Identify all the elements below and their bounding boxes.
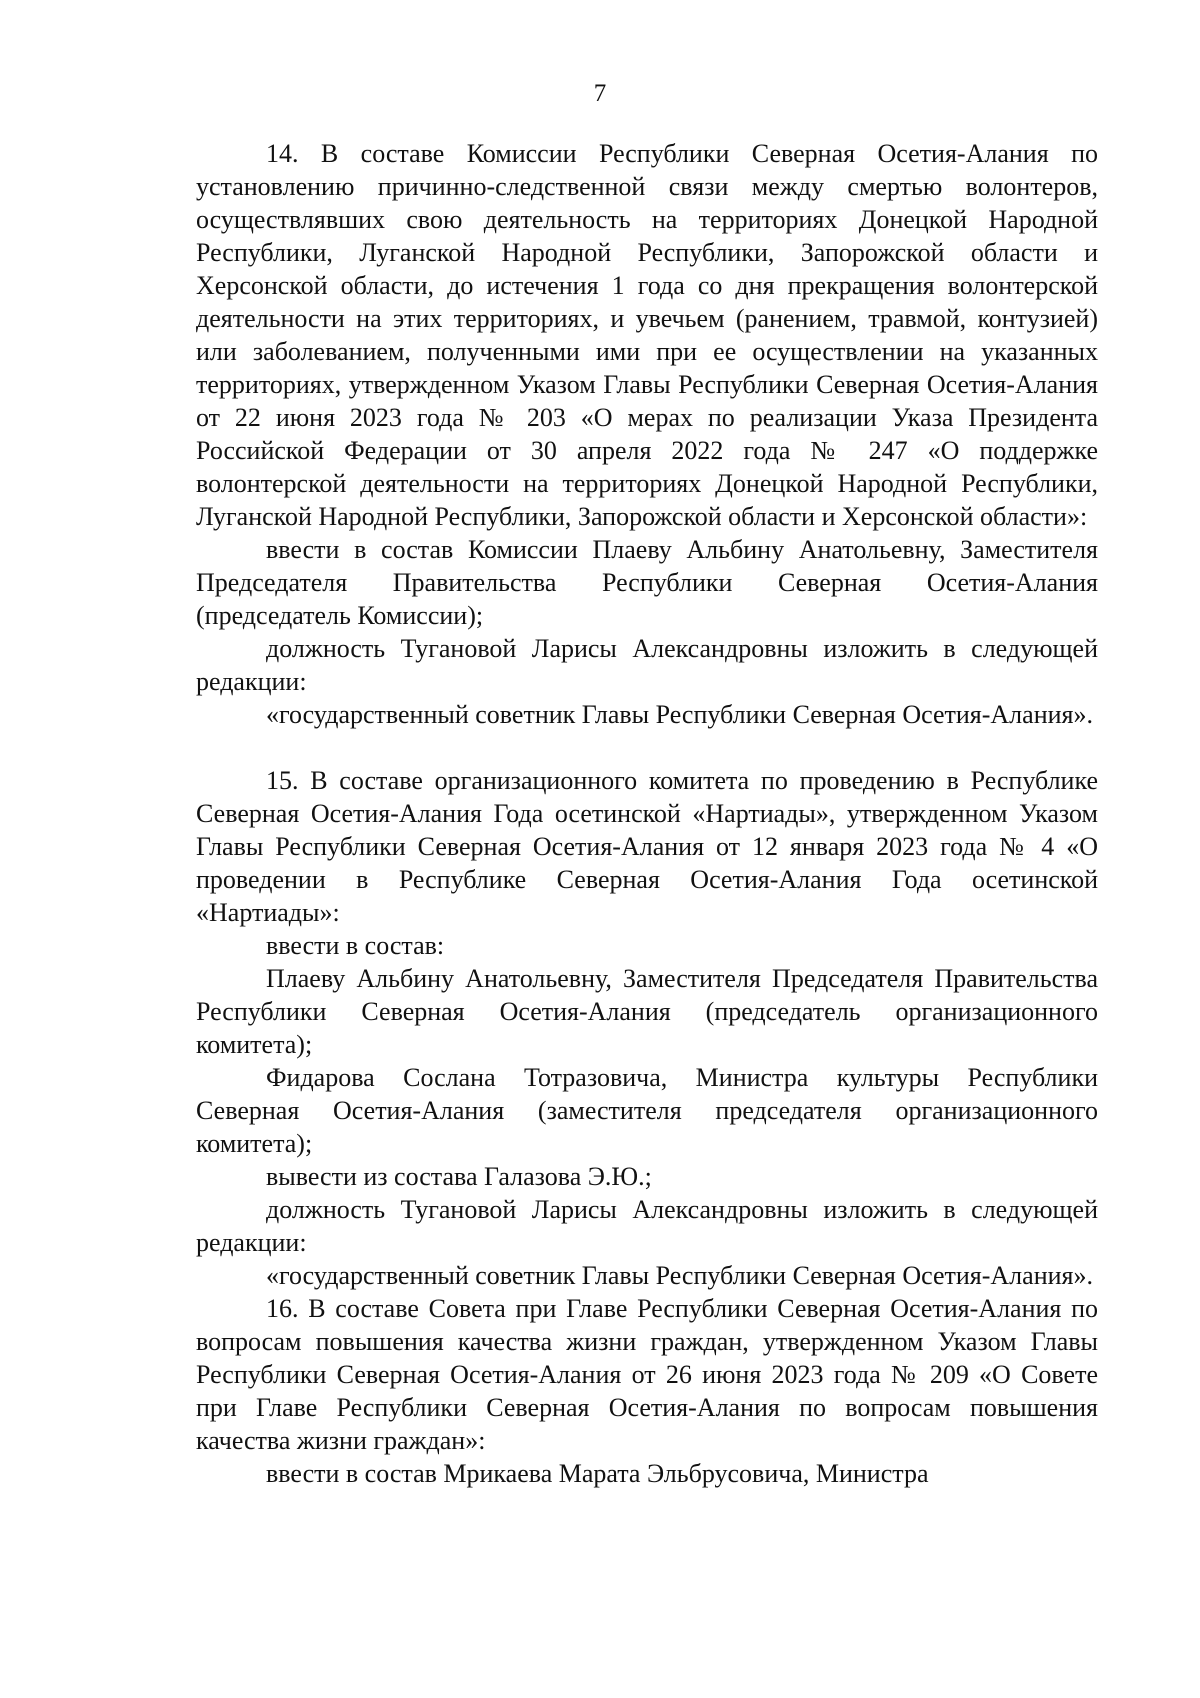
document-body [196, 137, 1098, 1490]
item-15-member-plaeva: Плаеву Альбину Анатольевну, Заместителя Председателя Правительства Республики Северная Осетия-Алания (председатель организационного комитета); [196, 964, 1098, 1059]
item-15-member-fidarov: Фидарова Сослана Тотразовича, Министра культуры Республики Северная Осетия-Алания (заместителя председателя организационного комитета); [196, 1063, 1098, 1158]
item-15-paragraph: 15. В составе организационного комитета по проведению в Республике Северная Осетия-Алания Года осетинской «Нартиады», утвержденном Указом Главы Республики Северная Осетия-Алания от 12 января 2023 года № 4 «О проведении в Республике Северная Осетия-Алания Года осетинской «Нартиады»: [196, 766, 1098, 927]
item-16-paragraph: 16. В составе Совета при Главе Республики Северная Осетия-Алания по вопросам повышения качества жизни граждан, утвержденном Указом Главы Республики Северная Осетия-Алания от 26 июня 2023 года № 209 «О Совете при Главе Республики Северная Осетия-Алания по вопросам повышения качества жизни граждан»: [196, 1294, 1098, 1455]
item-15-position-change: должность Тугановой Ларисы Александровны изложить в следующей редакции: [196, 1195, 1098, 1257]
section-spacer [196, 731, 1098, 764]
item-15-new-position: «государственный советник Главы Республики Северная Осетия-Алания». [266, 1261, 1093, 1290]
item-15-remove-member: вывести из состава Галазова Э.Ю.; [266, 1162, 652, 1191]
page-number: 7 [593, 80, 607, 107]
item-14-paragraph: 14. В составе Комиссии Республики Северная Осетия-Алания по установлению причинно-следственной связи между смертью волонтеров, осуществлявших свою деятельность на территориях Донецкой Народной Республики, Луганской Народной Республики, Запорожской области и Херсонской области, до истечения 1 года со дня прекращения волонтерской деятельности на этих территориях, и увечьем (ранением, травмой, контузией) или заболеванием, полученными ими при ее осуществлении на указанных территориях, утвержденном Указом Главы Республики Северная Осетия-Алания от 22 июня 2023 года № 203 «О мерах по реализации Указа Президента Российской Федерации от 30 апреля 2022 года № 247 «О поддержке волонтерской деятельности на территориях Донецкой Народной Республики, Луганской Народной Республики, Запорожской области и Херсонской области»: [196, 139, 1098, 531]
item-14-position-change: должность Тугановой Ларисы Александровны изложить в следующей редакции: [196, 634, 1098, 696]
item-16-introduce-member: ввести в состав Мрикаева Марата Эльбрусовича, Министра [266, 1459, 929, 1488]
item-14-new-position: «государственный советник Главы Республики Северная Осетия-Алания». [266, 700, 1093, 729]
item-15-introduce-label: ввести в состав: [266, 931, 445, 960]
item-14-introduce-member: ввести в состав Комиссии Плаеву Альбину Анатольевну, Заместителя Председателя Правительства Республики Северная Осетия-Алания (председатель Комиссии); [196, 535, 1098, 630]
